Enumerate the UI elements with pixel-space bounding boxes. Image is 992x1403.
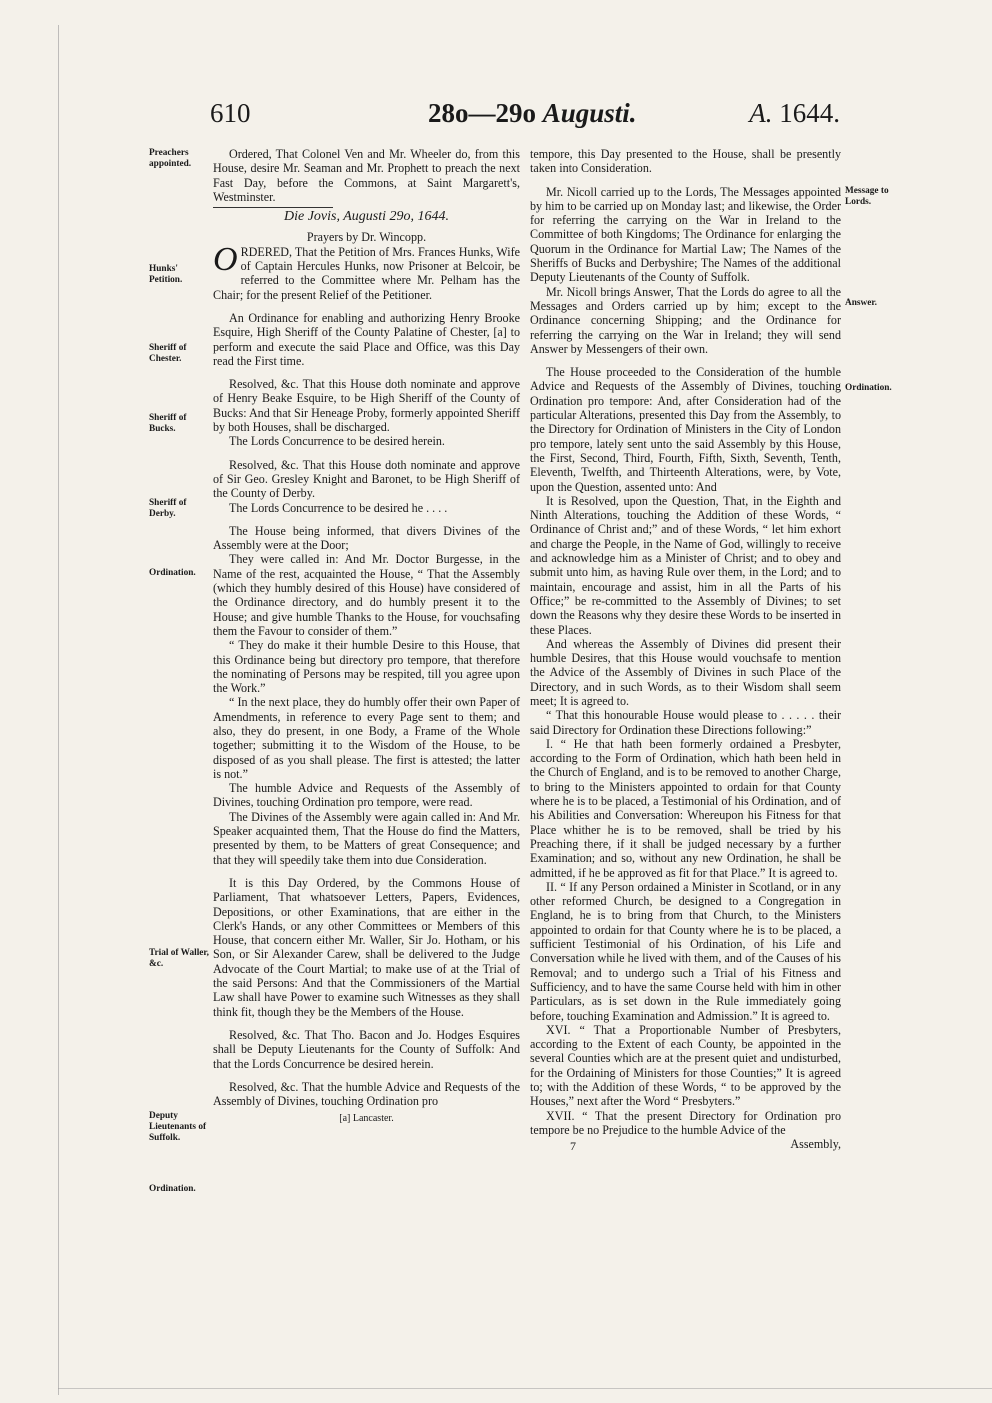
spacer bbox=[213, 368, 520, 377]
drop-cap: O bbox=[213, 240, 238, 278]
paragraph-sheriff-chester: An Ordinance for enabling and authorizing Henry Brooke Esquire, High Sheriff of the County Palatine of Chester, [a] to perform and execute the said Place and Office, was this Day read the First time. bbox=[213, 310, 520, 368]
header-year-number: 1644. bbox=[779, 98, 840, 128]
paragraph-sheriff-derby: Resolved, &c. That this House doth nominate and approve of Sir Geo. Gresley Knight and Baronet, to be High Sheriff of the County of Derby. bbox=[213, 457, 520, 501]
paragraph-ordination-4: “ In the next place, they do humbly offer their own Paper of Amendments, in reference to every Page sent to them; and also, they do present, in one Body, a Frame of the Whole together; submitting it to the Wisdom of the House, to be disposed of as you shall please. The first is attested; the latter is not.” bbox=[213, 695, 520, 781]
paragraph-direction-17: XVII. “ That the present Directory for Ordination pro tempore be no Prejudice to the humble Advice of the bbox=[530, 1108, 841, 1137]
header-dates: 28o—29o bbox=[428, 98, 536, 128]
paragraph-preachers: Ordered, That Colonel Ven and Mr. Wheeler do, from this House, desire Mr. Seaman and Mr. Prophett to preach the next Fast Day, before the Commons, at Saint Margarett's, Westminster. bbox=[213, 147, 520, 204]
paragraph-resolved-recommit: It is Resolved, upon the Question, That, in the Eighth and Ninth Alterations, touching the Addition of these Words, “ Ordinance of Christ and;” and of these Words, “ let him exhort and charge the People, in the Name of God, willingly to receive and acknowledge him as a Minister of Christ; and to obey and submit unto him, as having Rule over them, in the Lord; and to maintain, encourage and assist, him in all the Parts of his Office;” be re-committed to the Assembly of Divines; to set down the Reasons why they desire these Words to be inserted in these Places. bbox=[530, 493, 841, 637]
paragraph-continuation: tempore, this Day presented to the House, shall be presently taken into Consideration. bbox=[530, 147, 841, 176]
paragraph-message-lords: Mr. Nicoll carried up to the Lords, The Messages appointed by him to be carried up on Monday last; and likewise, the Order for referring the carrying on the War in Ireland to the Committee of both Kingdoms; The Ordinance for enlarging the Quorum in the Ordinance for Martial Law; The Names of the Sheriffs of Bucks and Derbyshire; The Names of the additional Deputy Lieutenants of the County of Suffolk. bbox=[530, 184, 841, 285]
paragraph-direction-16: XVI. “ That a Proportionable Number of Presbyters, according to the Extent of each County, be appointed in the several Counties which are at the present quiet and undisturbed, for the Ordaining of Ministers for those Counties;” It is agreed to; with the Addition of these Words, “ to be approved by the Houses,” next after the Word “ Presbyters.” bbox=[530, 1022, 841, 1109]
page-number: 610 bbox=[210, 98, 251, 128]
spacer bbox=[213, 449, 520, 458]
paragraph-ordination-2: They were called in: And Mr. Doctor Burgesse, in the Name of the rest, acquainted the House, “ That the Assembly (which they humbly desired of this House) have considered of the Ordinance directory, and do humbly present it to the House; and give humble Thanks to the House, for vouchsafing them the Favour to consider of them.” bbox=[213, 552, 520, 638]
margin-note-sheriff-bucks: Sheriff of Bucks. bbox=[149, 413, 187, 434]
paragraph-ordination-3: “ They do make it their humble Desire to this House, that this Ordinance being but directory pro tempore, that therefore the nominating of Persons may be respited, till you agree upon the Work.” bbox=[213, 638, 520, 696]
prayers-line: Prayers by Dr. Wincopp. bbox=[306, 230, 427, 245]
paragraph-hunks bbox=[213, 240, 520, 302]
signature-mark: 7 bbox=[570, 1139, 576, 1154]
spacer bbox=[530, 356, 841, 365]
margin-note-message-lords: Message to Lords. bbox=[845, 186, 889, 207]
left-column bbox=[213, 147, 520, 1127]
paragraph-sheriff-bucks: Resolved, &c. That this House doth nominate and approve of Henry Beake Esquire, to be High Sheriff of the County of Bucks: And that Sir Heneage Proby, formerly appointed Sheriff by both Houses, shall be discharged. bbox=[213, 377, 520, 435]
paragraph-ordination-end: Resolved, &c. That the humble Advice and Requests of the Assembly of Divines, touching Ordination pro bbox=[213, 1079, 520, 1109]
paragraph-derby-concurrence: The Lords Concurrence to be desired he . . . . bbox=[229, 500, 448, 515]
footnote: [a] Lancaster. bbox=[339, 1113, 394, 1125]
scan-bottom-edge bbox=[58, 1388, 992, 1389]
header-year-letter: A. bbox=[749, 98, 773, 128]
paragraph-bucks-concurrence: The Lords Concurrence to be desired herein. bbox=[229, 434, 445, 449]
header-date-range bbox=[428, 98, 637, 129]
paragraph-whereas: And whereas the Assembly of Divines did present their humble Desires, that this House would vouchsafe to mention the Advice of the Assembly of Divines in such Place of the Directory, and in such Words, as to their Wisdom shall seem meet; It is agreed to. bbox=[530, 636, 841, 708]
margin-note-ordination-2: Ordination. bbox=[149, 1184, 196, 1194]
day-heading: Die Jovis, Augusti 29o, 1644. bbox=[283, 209, 449, 225]
paragraph-ordination-consideration: The House proceeded to the Consideration of the humble Advice and Requests of the Assembly of Divines, touching Ordination pro tempore: And, after Consideration had of the particular Alterations, presented this Day from the Assembly, to the Directory for Ordination of Ministers in the City of London pro tempore, lately sent unto the said Assembly by this House, the First, Second, Third, Fourth, Fifth, Sixth, Seventh, Tenth, Eleventh, Twelfth, and Thirteenth Alterations, were, by Vote, upon the Question, assented unto: And bbox=[530, 365, 841, 494]
spacer bbox=[213, 867, 520, 876]
margin-note-hunks: Hunks' Petition. bbox=[149, 264, 183, 285]
page-foot bbox=[530, 1137, 841, 1153]
margin-note-preachers: Preachers appointed. bbox=[149, 148, 192, 169]
spacer bbox=[213, 302, 520, 311]
header-month: Augusti. bbox=[542, 98, 637, 128]
paragraph-deputy-suffolk: Resolved, &c. That Tho. Bacon and Jo. Hodges Esquires shall be Deputy Lieutenants for the County of Suffolk: And that the Lords Concurrence be desired herein. bbox=[213, 1027, 520, 1071]
header-year bbox=[749, 98, 840, 129]
scan-edge bbox=[58, 25, 59, 1395]
paragraph-direction-1: I. “ He that hath been formerly ordained a Presbyter, according to the Form of Ordination, which hath been held in the Church of England, and is to be removed to another Charge, to bring to the Ministers appointed to ordain for that County where he is to be placed, a Testimonial of his Ordination, and of his Abilities and Conversation: Whereupon his Fitness for that Place whither he is to be removed, shall be tried by his Preaching there, if it shall be judged necessary by a further Examination; and so, without any new Ordination, he shall be admitted, if he be approved as fit for that Place.” It is agreed to. bbox=[530, 736, 841, 880]
right-column bbox=[530, 147, 841, 1153]
paragraph-ordination-5: The humble Advice and Requests of the Assembly of Divines, touching Ordination pro tempore, were read. bbox=[213, 781, 520, 810]
margin-note-ordination-1: Ordination. bbox=[149, 568, 196, 578]
margin-note-sheriff-derby: Sheriff of Derby. bbox=[149, 498, 187, 519]
spacer bbox=[530, 176, 841, 185]
paragraph-trial-waller: It is this Day Ordered, by the Commons House of Parliament, That whatsoever Letters, Papers, Evidences, Depositions, or other Examinations, that are either in the Clerk's Hands, or any other Committees or Members of this House, that concern either Mr. Waller, Sir Jo. Hotham, or his Son, or Sir Alexander Carew, shall be delivered to the Judge Advocate of the Court Martial; to make use of at the Trial of the said Persons: And that the Commissioners of the Martial Law shall have Power to examine such Witnesses as they shall think fit, though they be the Members of the House. bbox=[213, 875, 520, 1019]
catchword: Assembly, bbox=[790, 1137, 841, 1152]
page-header bbox=[210, 98, 840, 138]
paragraph-direction-2: II. “ If any Person ordained a Minister in Scotland, or in any other reformed Church, be designed to a Congregation in England, he is to bring from that Church, to the Ministers appointed to ordain for that County where he is to be placed, a sufficient Testimonial of his Ordination, of his Life and Conversation while he lived with them, and of the Causes of his Removal; and to undergo such a Trial of his Fitness and Sufficiency, and to have the same Course held with him in other Particulars, as is set down in the Rule immediately going before, touching Examination and Admission.” It is agreed to. bbox=[530, 879, 841, 1023]
margin-note-answer: Answer. bbox=[845, 298, 877, 308]
paragraph-directions-intro: “ That this honourable House would please to . . . . . their said Directory for Ordination these Directions following:” bbox=[530, 708, 841, 737]
margin-note-ordination-right: Ordination. bbox=[845, 383, 892, 393]
paragraph-ordination-1: The House being informed, that divers Divines of the Assembly were at the Door; bbox=[213, 523, 520, 553]
margin-note-trial-waller: Trial of Waller, &c. bbox=[149, 948, 209, 969]
margin-note-sheriff-chester: Sheriff of Chester. bbox=[149, 343, 187, 364]
paragraph-ordination-6: The Divines of the Assembly were again called in: And Mr. Speaker acquainted them, That the House do find the Matters, presented by them, to be Matters of great Consequence; and that they will speedily take them into due Consideration. bbox=[213, 809, 520, 867]
margin-note-deputy-suffolk: Deputy Lieutenants of Suffolk. bbox=[149, 1111, 207, 1143]
spacer bbox=[213, 1071, 520, 1080]
paragraph-answer: Mr. Nicoll brings Answer, That the Lords do agree to all the Messages and Orders carried up by him; except to the Ordinance concerning Shipping; and the Ordinance for referring the carrying on the War in Ireland; they will send Answer by Messengers of their own. bbox=[530, 284, 841, 356]
spacer bbox=[213, 1019, 520, 1028]
spacer bbox=[213, 515, 520, 524]
paragraph-hunks-text: RDERED, That the Petition of Mrs. Frances Hunks, Wife of Captain Hercules Hunks, now Prisoner at Belcoir, be referred to the Committee where Mr. Pelham has the Chair; for the present Relief of the Petitioner. bbox=[213, 244, 520, 302]
